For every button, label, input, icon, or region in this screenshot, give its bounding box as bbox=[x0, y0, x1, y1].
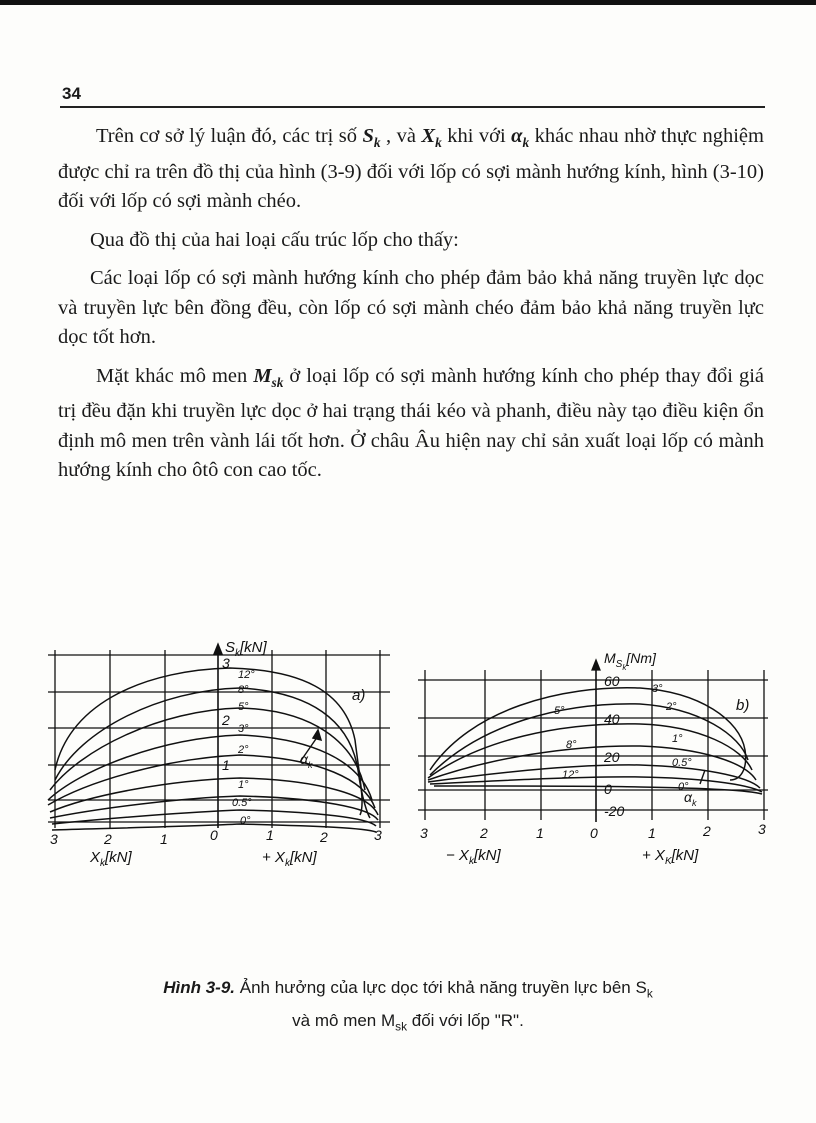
p1-text-d: khác nhau nhờ thực nghiệm được chỉ ra trên đồ thị của hình (3-9) đối với lốp có sợi mành hướng kính, hình (3-10) đối với lốp có sợi mành chéo. bbox=[58, 125, 764, 213]
figure-drawing bbox=[0, 630, 816, 870]
p1-text-a: Trên cơ sở lý luận đó, các trị số bbox=[96, 125, 363, 147]
left-x-label-neg: $X_k[kN]$ bbox=[90, 849, 132, 869]
left-x-tick-0: 3 bbox=[50, 831, 58, 847]
paragraph-3: Các loại lốp có sợi mành hướng kính cho phép đảm bảo khả năng truyền lực dọc và truyền lực bên đồng đều, còn lốp có sợi mành chéo đảm bảo khả năng truyền lực dọc tốt hơn. bbox=[58, 267, 764, 349]
right-x-tick-2: 1 bbox=[536, 825, 544, 841]
var-m bbox=[253, 364, 284, 390]
caption-sub-sk: sk bbox=[395, 1019, 408, 1034]
left-alpha-label: $\alpha_k$ bbox=[300, 751, 313, 770]
left-y-tick-1: 1 bbox=[222, 757, 230, 773]
right-curve-0: 0° bbox=[678, 781, 689, 793]
left-x-tick-1: 2 bbox=[104, 831, 112, 847]
right-y-tick-neg20: -20 bbox=[604, 803, 625, 819]
left-curve-0-5: 0.5° bbox=[232, 797, 252, 809]
var-x bbox=[421, 125, 442, 151]
var-s bbox=[362, 125, 381, 151]
left-x-tick-2: 1 bbox=[160, 831, 168, 847]
var-m-sub: sk bbox=[271, 374, 284, 390]
right-x-label-pos: + $X_K[kN]$ bbox=[642, 847, 699, 867]
left-curve-2: 2° bbox=[238, 744, 249, 756]
right-x-tick-0: 3 bbox=[420, 825, 428, 841]
right-panel-grid bbox=[418, 660, 768, 822]
left-curve-8: 8° bbox=[238, 684, 249, 696]
right-curve-3: 3° bbox=[652, 683, 663, 695]
right-curve-12: 12° bbox=[562, 769, 579, 781]
p4-text-b: ở loại lốp có sợi mành hướng kính cho phép thay đổi giá trị đều đặn khi truyền lực dọc ở hai trạng thái kéo và phanh, điều này tạo điều kiện ổn định mô men trên vành lái tốt hơn. Ở châu Âu hiện nay chỉ sản xuất loại lốp có mành hướng kính cho ôtô con cao tốc. bbox=[58, 364, 765, 482]
p4-text-a: Mặt khác mô men bbox=[96, 364, 254, 387]
right-y-tick-20: 20 bbox=[604, 749, 620, 765]
right-y-tick-60: 60 bbox=[604, 673, 620, 689]
paragraph-2: Qua đồ thị của hai loại cấu trúc lốp cho thấy: bbox=[90, 228, 459, 251]
caption-sub-k: k bbox=[646, 986, 653, 1001]
left-x-label-pos: + $X_k[kN]$ bbox=[262, 849, 317, 869]
top-border bbox=[0, 0, 816, 5]
left-x-tick-4: 1 bbox=[266, 827, 274, 843]
var-alpha-base: α bbox=[511, 125, 523, 147]
right-x-label-neg: − $X_k[kN]$ bbox=[446, 847, 501, 867]
right-panel-labels bbox=[420, 650, 766, 867]
var-alpha-sub: k bbox=[522, 135, 530, 151]
figure-3-9 bbox=[0, 630, 816, 870]
left-panel-labels bbox=[50, 639, 382, 869]
left-x-tick-6: 3 bbox=[374, 827, 382, 843]
right-x-tick-1: 2 bbox=[480, 825, 488, 841]
caption-text-2a: và mô men M bbox=[292, 1011, 396, 1031]
right-panel-curves bbox=[428, 688, 762, 794]
right-x-tick-4: 1 bbox=[648, 825, 656, 841]
caption-text-2b: đối với lốp "R". bbox=[407, 1011, 524, 1031]
paragraph-4 bbox=[58, 362, 764, 486]
right-curve-5: 5° bbox=[554, 705, 565, 717]
var-x-sub: k bbox=[435, 135, 442, 151]
p1-text-b: , và bbox=[380, 125, 422, 147]
right-curve-2: 2° bbox=[666, 701, 677, 713]
caption-line-2 bbox=[60, 1007, 756, 1040]
left-panel-label: a) bbox=[352, 687, 366, 704]
left-curve-5: 5° bbox=[238, 701, 249, 713]
left-x-tick-3: 0 bbox=[210, 827, 218, 843]
figure-caption bbox=[60, 974, 756, 1041]
caption-line-1 bbox=[60, 974, 756, 1007]
body-text bbox=[58, 122, 764, 495]
caption-label: Hình 3-9. bbox=[163, 978, 236, 997]
left-y-tick-2: 2 bbox=[222, 712, 230, 728]
var-s-sub: k bbox=[373, 135, 381, 151]
right-y-tick-0: 0 bbox=[604, 781, 612, 797]
var-x-base: X bbox=[421, 125, 436, 147]
left-curve-12: 12° bbox=[238, 669, 255, 681]
right-curve-8: 8° bbox=[566, 739, 577, 751]
left-x-tick-5: 2 bbox=[320, 829, 328, 845]
right-panel-label: b) bbox=[736, 697, 750, 714]
right-curve-0-5: 0.5° bbox=[672, 757, 692, 769]
right-y-axis-label: $M_{Sk}[Nm]$ bbox=[604, 650, 656, 672]
left-y-axis-label: $S_k[kN]$ bbox=[225, 639, 267, 659]
header-rule bbox=[60, 106, 765, 108]
p1-text-c: khi với bbox=[441, 125, 512, 147]
paragraph-1 bbox=[58, 122, 764, 217]
var-m-base: M bbox=[253, 364, 272, 387]
right-x-tick-3: 0 bbox=[590, 825, 598, 841]
right-alpha-label: $\alpha_k$ bbox=[684, 789, 697, 808]
left-curve-0: 0° bbox=[240, 815, 251, 827]
var-alpha bbox=[511, 125, 530, 151]
caption-text-1: Ảnh hưởng của lực dọc tới khả năng truyền lực bên S bbox=[235, 978, 647, 997]
right-y-tick-40: 40 bbox=[604, 711, 620, 727]
right-x-tick-5: 2 bbox=[703, 823, 711, 839]
left-curve-1: 1° bbox=[238, 779, 249, 791]
var-s-base: S bbox=[362, 125, 374, 147]
page-number: 34 bbox=[62, 84, 81, 103]
left-y-tick-3: 3 bbox=[222, 655, 230, 671]
right-curve-1: 1° bbox=[672, 733, 683, 745]
left-curve-3: 3° bbox=[238, 723, 249, 735]
right-x-tick-6: 3 bbox=[758, 821, 766, 837]
